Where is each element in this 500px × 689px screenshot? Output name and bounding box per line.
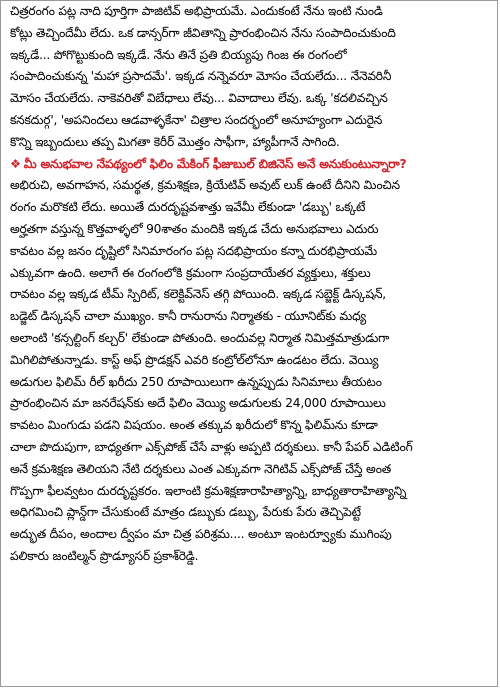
paragraph-line: కోట్లు తెచ్చిందేమీ లేదు. ఒక డాన్సర్‌గా జీవితాన్ని ప్రారంభించిన నేను సంపాదించుకుంది [10, 25, 396, 40]
paragraph-line: కావటం మింగుడు పడని విషయం. అంత తక్కువ ఖరీదులో కొన్న ఫిలిమ్‌ను కూడా [10, 418, 378, 433]
paragraph-line: ఇక్కడే... పోగొట్టుకుంది ఇక్కడే. నేను తినే ప్రతి బియ్యపు గింజ ఈ రంగంలో [10, 47, 347, 62]
paragraph-line: అర్హతగా వస్తున్న కొత్తవాళ్ళలో 90శాతం మందికి ఇక్కడ చేదు అనుభవాలు ఎదురు [10, 221, 379, 236]
paragraph-line: మిగిలిపోతున్నాడు. కాస్ట్ అఫ్ ప్రొడక్షన్ ఎవరి కంట్రోల్‌లోనూ ఉండటం లేదు. వెయ్యి [10, 352, 379, 367]
paragraph-line: మోసం చేయలేదు. నాకెవరితో విబేధాలు లేవు... వివాదాలు లేవు. ఒక్క 'కదలివచ్చిన [10, 91, 388, 106]
paragraph-line: పలికారు జంటిల్మన్ ప్రొడ్యూసర్ ప్రకాశ్‌రెడ్డి. [10, 548, 199, 563]
paragraph-line: కావటం వల్ల జనం దృష్టిలో సినిమారంగం పట్ల సదభిప్రాయం కన్నా దురభిప్రాయమే [10, 243, 377, 258]
paragraph-line: రంగం మరొకటి లేదు. అయితే దురదృష్టవశాత్తు ఇవేమీ లేకుండా 'డబ్బు' ఒక్కటే [10, 200, 366, 215]
paragraph-line: రావటం వల్ల ఇక్కడ టీమ్ స్పిరిట్, కలెక్టివ్‌నెస్ తగ్గి పోయింది. ఇక్కడ సబ్జెక్ట్ డిస్కషన్, [10, 287, 386, 302]
paragraph-line: అనే క్రమశిక్షణ తెలియని నేటి దర్శకులు ఎంత ఎక్కువగా నెగిటివ్ ఎక్స్‌పోజ్ చేస్తే అంత [10, 461, 391, 476]
paragraph-line: బడ్జెట్ డిస్కషన్ చాలా ముఖ్యం. కానీ రానురాను నిర్మాతకు - యూనిట్‌కు మధ్య [10, 309, 366, 324]
paragraph-line: అభిరుచి, అవగాహన, సమర్థత, క్రమశిక్షణ, క్రియేటివ్ అవుట్ లుక్ ఉంటే దీనిని మించిన [10, 178, 400, 193]
diamond-bullet-icon: ❖ [10, 156, 21, 171]
paragraph-line: అద్భుత దీపం, అందాల ద్వీపం మా చిత్ర పరిశ్రమ.... అంటూ ఇంటర్వ్యూకు ముగింపు [10, 527, 392, 542]
paragraph-line: చాలా పొదుపుగా, బాధ్యతగా ఎక్స్‌పోజ్ చేసే వాళ్లు అప్పటి దర్శకులు. కానీ పేపర్ ఎడిటింగ్ [10, 439, 413, 454]
paragraph-line: కొన్ని ఇబ్బందులు తప్ప మిగతా కెరీర్ మొత్తం సాఫీగా, హ్యాపీగానే సాగింది. [10, 134, 340, 149]
paragraph-line: అలాంటి 'కన్సల్టింగ్ కల్చర్' లేకుండా పోతుంది. అందువల్ల నిర్మాత నిమిత్తమాత్రుడుగా [10, 330, 390, 345]
question-text: మీ అనుభవాల నేపథ్యంలో ఫిలిం మేకింగ్ ఫీజుబుల్ బిజినెస్ అనే అనుకుంటున్నారా? [23, 156, 407, 171]
paragraph-line: అడుగుల ఫిలిమ్ రీల్ ఖరీదు 250 రూపాయిలుగా ఉన్నప్పుడు సినిమాలు తీయటం [10, 374, 382, 389]
paragraph-line: ఎక్కువగా ఉంది. అలాగే ఈ రంగంలోకి క్రమంగా సంప్రదాయేతర వ్యక్తులు, శక్తులు [10, 265, 371, 280]
paragraph-line: ప్రారంభించిన మా జనరేషన్‌కు అదే ఫిలిం వెయ్యి అడుగులకు 24,000 రూపాయిలు [10, 396, 386, 411]
article-body [10, 1, 494, 568]
paragraph-line: చిత్రరంగం పట్ల నాది పూర్తిగా పాజిటివ్ అభిప్రాయమే. ఎందుకంటే నేను ఇంటి నుండి [10, 4, 383, 18]
interview-question [10, 154, 494, 176]
paragraph-line: సంపాదించుకున్న 'మహా ప్రసాదమే'. ఇక్కడ నన్నెవరూ మోసం చేయలేదు... నేనెవరినీ [10, 69, 392, 84]
paragraph-line: గొప్పగా ఫీలవ్వటం దురదృష్టకరం. ఇలాంటి క్రమశిక్షణారాహిత్యాన్ని, బాధ్యతారాహిత్యాన్ని [10, 483, 407, 498]
paragraph-line: కనకదుర్గ', 'అపనిందలు ఆడవాళ్ళకేనా' చిత్రాల సందర్భంలో అనూహ్యంగా ఎదురైన [10, 112, 383, 127]
paragraph-line: అధిగమించి ప్లాన్డ్‌గా చేసుకుంటే మాత్రం డబ్బుకు డబ్బు, పేరుకు పేరు తెచ్చిపెట్టే [10, 505, 361, 520]
